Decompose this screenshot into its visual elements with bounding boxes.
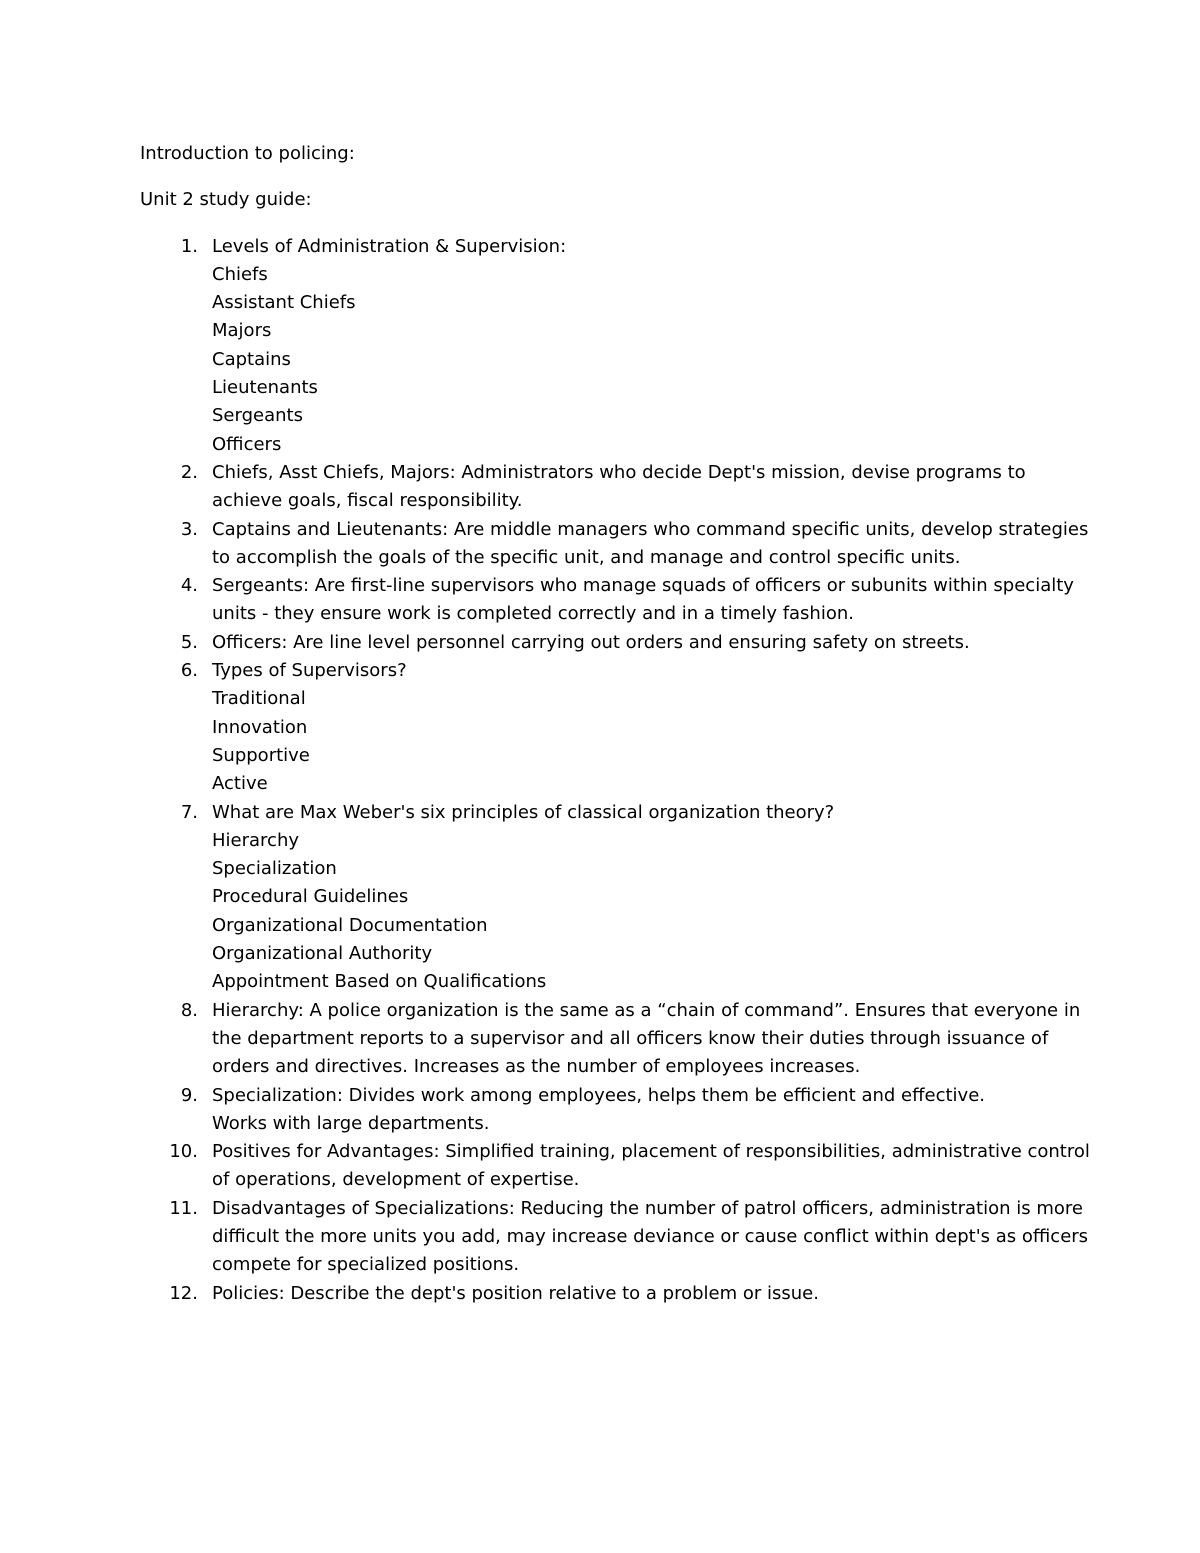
list-item-line: Chiefs, Asst Chiefs, Majors: Administrators who decide Dept's mission, devise programs to <box>212 461 1026 483</box>
study-guide-list <box>140 233 1090 1308</box>
list-item-line: Lieutenants <box>212 377 318 399</box>
document-subtitle: Unit 2 study guide: <box>140 189 312 211</box>
list-item-line: to accomplish the goals of the specific unit, and manage and control specific units. <box>212 546 961 568</box>
list-item <box>140 997 1080 1082</box>
list-item-number: 9. <box>180 1084 198 1106</box>
list-item-line: compete for specialized positions. <box>212 1254 520 1276</box>
list-item-line: Specialization: Divides work among employees, helps them be efficient and effective. <box>212 1084 985 1106</box>
list-item-line: Policies: Describe the dept's position relative to a problem or issue. <box>212 1282 819 1304</box>
list-item-line: Assistant Chiefs <box>212 292 356 314</box>
list-item <box>140 459 1080 516</box>
list-item <box>140 1280 1080 1308</box>
list-item-line: Active <box>212 773 268 795</box>
list-item-line: Majors <box>212 320 272 342</box>
list-item-number: 6. <box>180 660 198 682</box>
list-item <box>140 572 1080 629</box>
list-item <box>140 1195 1089 1280</box>
list-item-line: Supportive <box>212 744 310 766</box>
list-item-line: difficult the more units you add, may increase deviance or cause conflict within dept's as officers <box>212 1225 1089 1247</box>
list-item-line: Captains and Lieutenants: Are middle managers who command specific units, develop strategies <box>212 518 1089 540</box>
list-item-number: 11. <box>169 1197 198 1219</box>
list-item-number: 8. <box>180 999 198 1021</box>
document-content <box>140 140 1090 1308</box>
list-item-line: Types of Supervisors? <box>212 660 407 682</box>
list-item-line: What are Max Weber's six principles of classical organization theory? <box>212 801 835 823</box>
list-item-number: 3. <box>180 518 198 540</box>
list-item-line: Innovation <box>212 716 308 738</box>
list-item-number: 10. <box>169 1141 198 1163</box>
list-item <box>140 629 1080 657</box>
list-item-line: orders and directives. Increases as the number of employees increases. <box>212 1056 861 1078</box>
list-item <box>140 657 1080 798</box>
list-item-line: the department reports to a supervisor and all officers know their duties through issuance of <box>212 1027 1049 1049</box>
list-item-line: Hierarchy: A police organization is the same as a “chain of command”. Ensures that everyone in <box>212 999 1081 1021</box>
list-item-line: Officers: Are line level personnel carrying out orders and ensuring safety on streets. <box>212 631 970 653</box>
list-item-line: Specialization <box>212 858 337 880</box>
list-item-line: Sergeants <box>212 405 303 427</box>
list-item-line: units - they ensure work is completed correctly and in a timely fashion. <box>212 603 854 625</box>
list-item-number: 12. <box>169 1282 198 1304</box>
list-item-line: Levels of Administration & Supervision: <box>212 235 567 257</box>
list-item-line: Traditional <box>212 688 306 710</box>
list-item-line: Sergeants: Are first-line supervisors who manage squads of officers or subunits within specialty <box>212 575 1074 597</box>
list-item-line: Chiefs <box>212 263 268 285</box>
list-item-line: Hierarchy <box>212 829 300 851</box>
list-item-line: of operations, development of expertise. <box>212 1169 580 1191</box>
list-item <box>140 1082 1080 1139</box>
list-item-line: Organizational Documentation <box>212 914 488 936</box>
list-item-number: 4. <box>180 575 198 597</box>
list-item <box>140 233 1080 459</box>
list-item-line: Disadvantages of Specializations: Reducing the number of patrol officers, administration is more <box>212 1197 1083 1219</box>
list-item-line: Officers <box>212 433 282 455</box>
list-item-line: Procedural Guidelines <box>212 886 409 908</box>
list-item-line: Appointment Based on Qualifications <box>212 971 547 993</box>
list-item-number: 1. <box>180 235 198 257</box>
list-item-number: 7. <box>180 801 198 823</box>
list-item-number: 5. <box>180 631 198 653</box>
document-title: Introduction to policing: <box>140 143 355 164</box>
list-item-line: Organizational Authority <box>212 943 433 965</box>
list-item-line: Works with large departments. <box>212 1112 490 1134</box>
list-item-number: 2. <box>180 461 198 483</box>
list-item-line: Captains <box>212 348 291 370</box>
list-item <box>140 1138 1090 1195</box>
list-item-line: achieve goals, fiscal responsibility. <box>212 490 523 512</box>
list-item-line: Positives for Advantages: Simplified training, placement of responsibilities, administrative control <box>212 1141 1090 1163</box>
list-item <box>140 516 1089 573</box>
list-item <box>140 799 1080 997</box>
